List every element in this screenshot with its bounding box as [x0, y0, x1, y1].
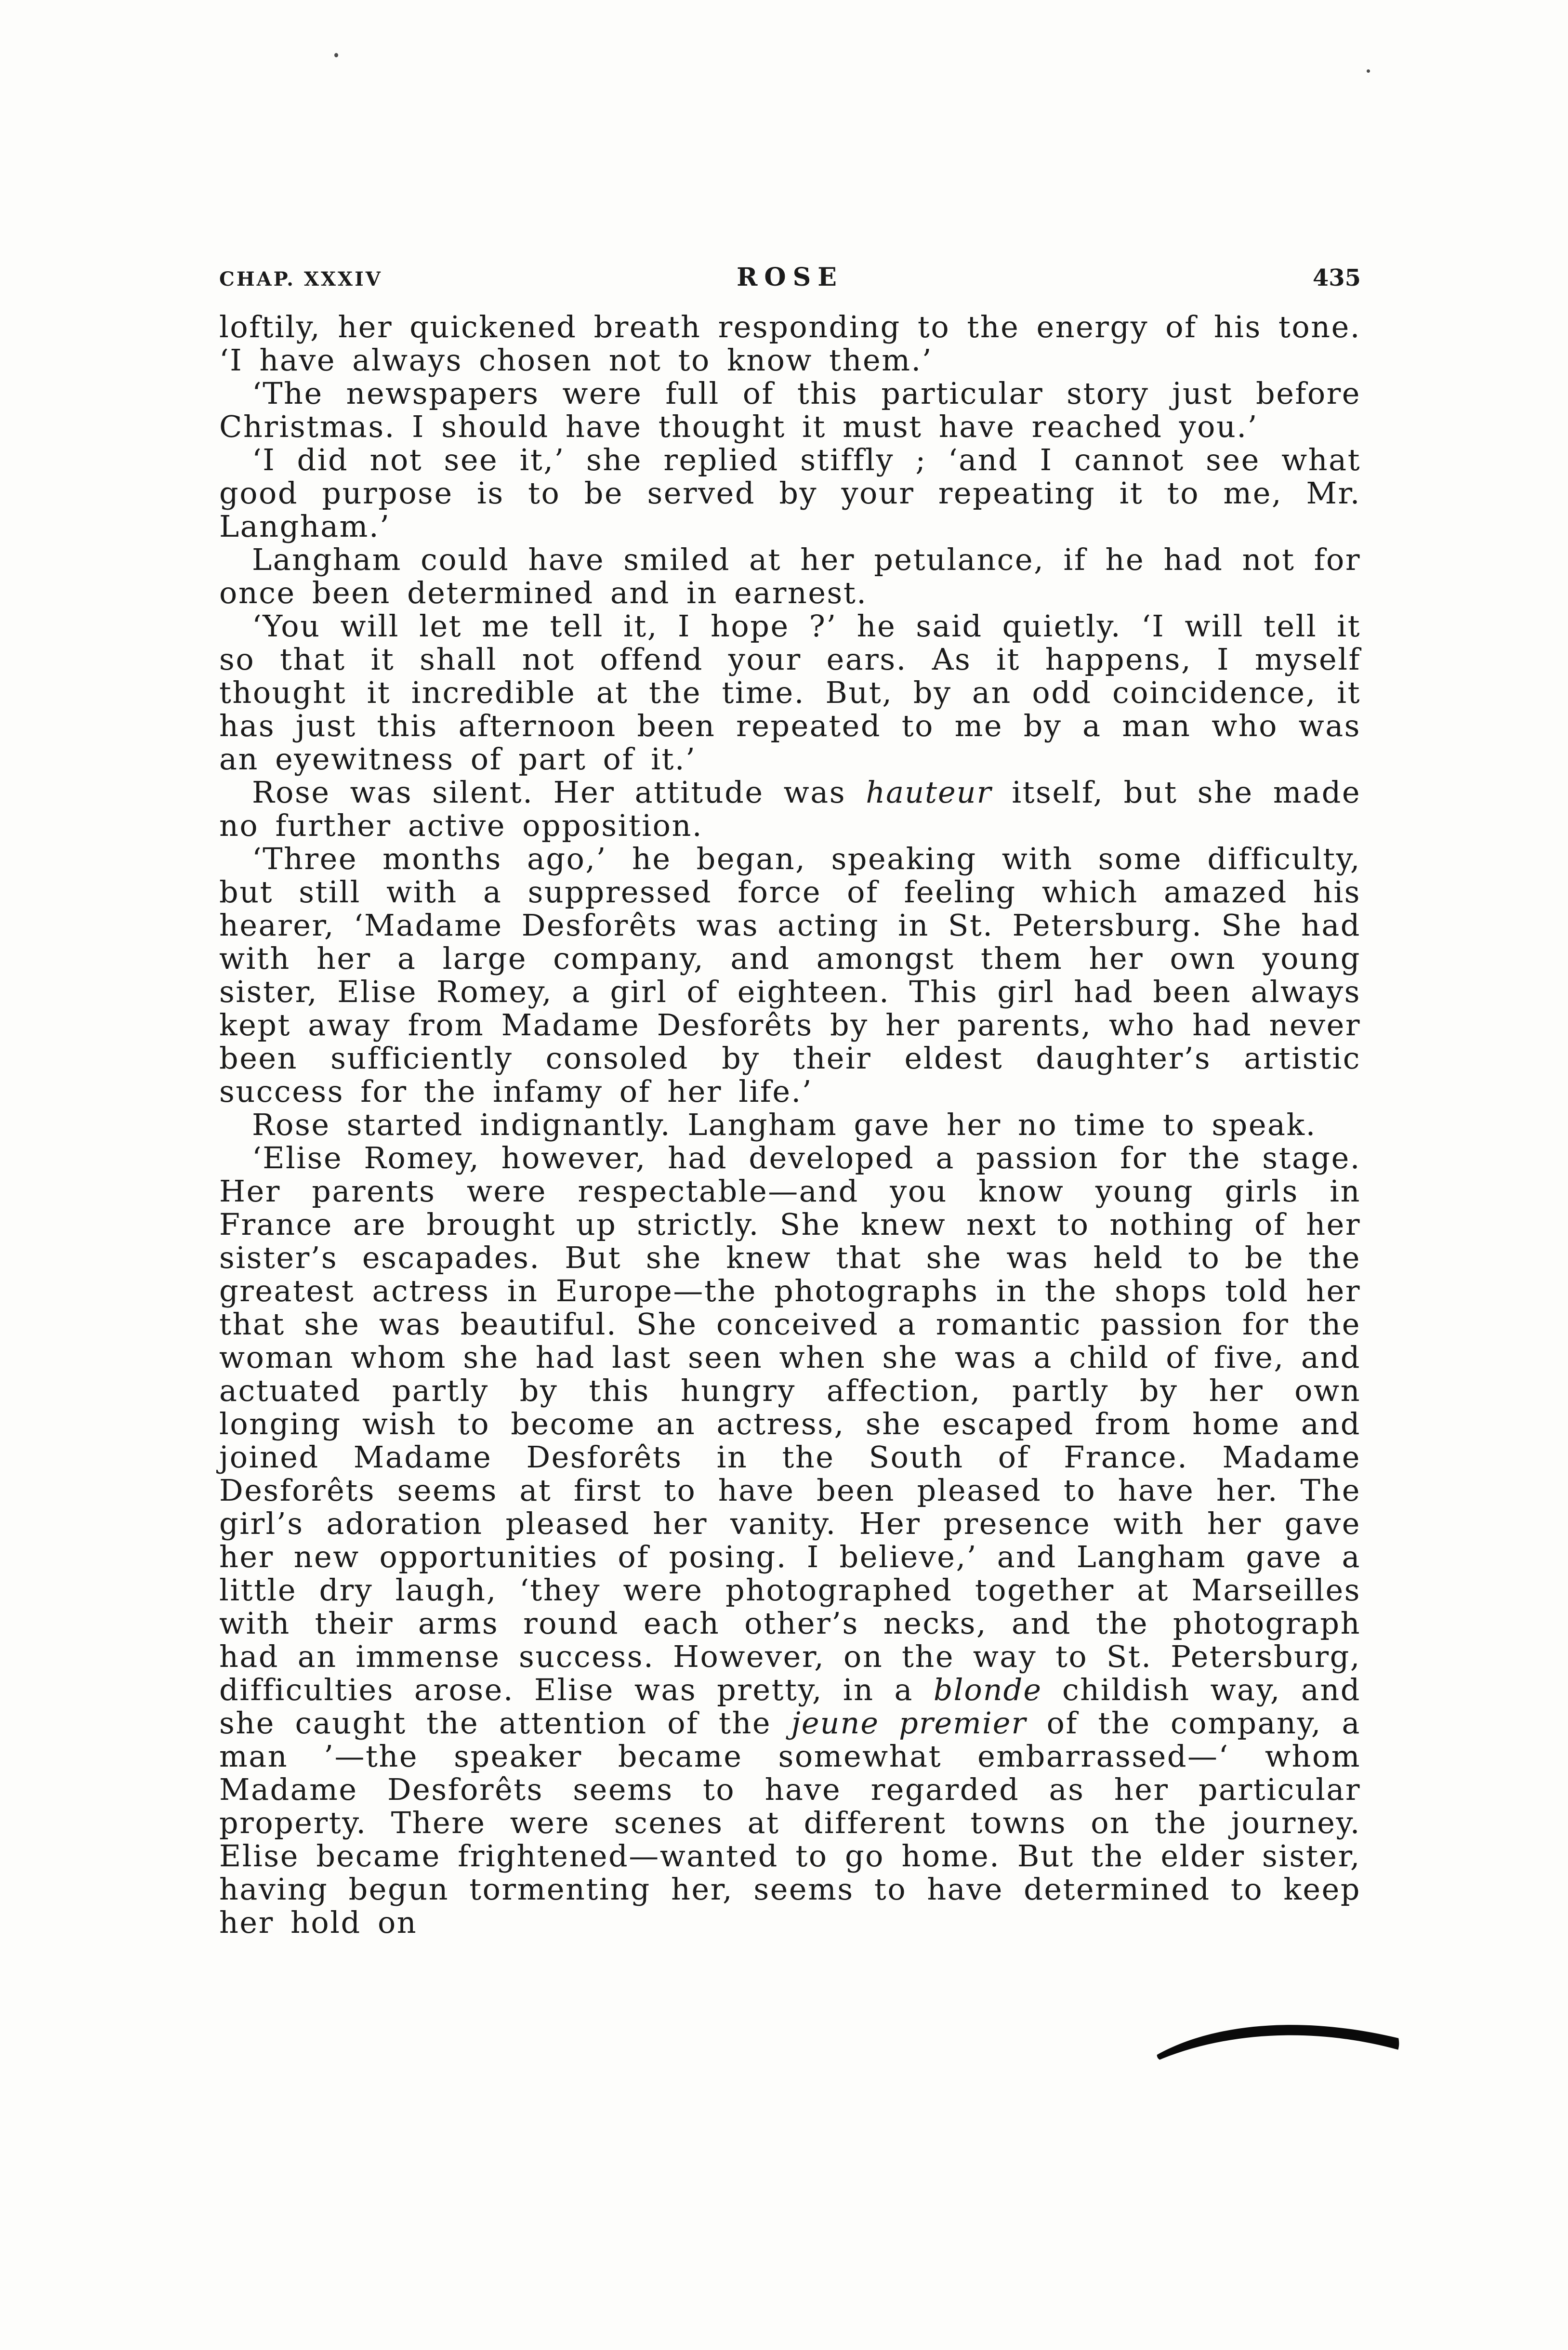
- paragraph: [219, 377, 1361, 443]
- italic-phrase: blonde: [933, 1672, 1042, 1707]
- text-segment: itself, but she made no further active opposition.: [219, 775, 1361, 843]
- text-segment: ‘Three months ago,’ he began, speaking with some difficulty, but still with a suppressed force of feeling which amazed his hearer, ‘Madame Desforêts was acting in St. Petersburg. She had with her a large company, and amongst them her own young sister, Elise Romey, a girl of eighteen. This girl had been always kept away from Madame Desforêts by her parents, who had never been sufficiently consoled by their eldest daughter’s artistic success for the infamy of her life.’: [219, 841, 1361, 1109]
- paragraph: [219, 543, 1361, 609]
- paragraph: [219, 842, 1361, 1108]
- paragraph: [219, 1108, 1361, 1141]
- italic-phrase: jeune premier: [791, 1705, 1027, 1741]
- running-title: ROSE: [737, 263, 843, 292]
- text-segment: of the company, a man ’—the speaker became somewhat embarrassed—‘ whom Madame Desforêts seems to have regarded as her particular property. There were scenes at different towns on the journey. Elise became frightened—wanted to go home. But the elder sister, having begun tormenting her, seems to have determined to keep her hold on: [219, 1705, 1361, 1940]
- ink-smudge: [1153, 2008, 1402, 2069]
- italic-phrase: hauteur: [866, 775, 992, 810]
- text-segment: ‘I did not see it,’ she replied stiffly ; ‘and I cannot see what good purpose is to be served by your repeating it to me, Mr. Langham.’: [219, 442, 1361, 544]
- text-column: [219, 263, 1361, 1939]
- chapter-label: CHAP. XXXIV: [219, 268, 382, 290]
- text-body: [219, 310, 1361, 1939]
- paragraph: [219, 310, 1361, 377]
- text-segment: Rose started indignantly. Langham gave her no time to speak.: [252, 1107, 1317, 1142]
- text-segment: ‘Elise Romey, however, had developed a passion for the stage. Her parents were respectable—and you know young girls in France are brought up strictly. She knew next to nothing of her sister’s escapades. But she knew that she was held to be the greatest actress in Europe—the photographs in the shops told her that she was beautiful. She conceived a romantic passion for the woman whom she had last seen when she was a child of five, and actuated partly by this hungry affection, partly by her own longing wish to become an actress, she escaped from home and joined Madame Desforêts in the South of France. Madame Desforêts seems at first to have been pleased to have her. The girl’s adoration pleased her vanity. Her presence with her gave her new opportunities of posing. I believe,’ and Langham gave a little dry laugh, ‘they were photographed together at Marseilles with their arms round each other’s necks, and the photograph had an immense success. However, on the way to St. Petersburg, difficulties arose. Elise was pretty, in a: [219, 1140, 1361, 1707]
- text-segment: Langham could have smiled at her petulance, if he had not for once been determined and in earnest.: [219, 542, 1361, 610]
- paragraph: [219, 776, 1361, 842]
- text-segment: loftily, her quickened breath responding to the energy of his tone. ‘I have always chosen not to know them.’: [219, 309, 1361, 378]
- text-segment: ‘You will let me tell it, I hope ?’ he said quietly. ‘I will tell it so that it shall not offend your ears. As it happens, I myself thought it incredible at the time. But, by an odd coincidence, it has just this afternoon been repeated to me by a man who was an eyewitness of part of it.’: [219, 608, 1361, 777]
- text-segment: ‘The newspapers were full of this particular story just before Christmas. I should have thought it must have reached you.’: [219, 376, 1361, 444]
- page-header: [219, 263, 1361, 292]
- paragraph: [219, 1141, 1361, 1939]
- text-segment: childish way, and she caught the attention of the: [219, 1672, 1361, 1741]
- paragraph: [219, 443, 1361, 543]
- scan-speck: [334, 53, 338, 57]
- page-number: 435: [1312, 264, 1361, 291]
- text-segment: Rose was silent. Her attitude was: [252, 775, 866, 810]
- paragraph: [219, 609, 1361, 776]
- scan-speck: [1367, 69, 1370, 73]
